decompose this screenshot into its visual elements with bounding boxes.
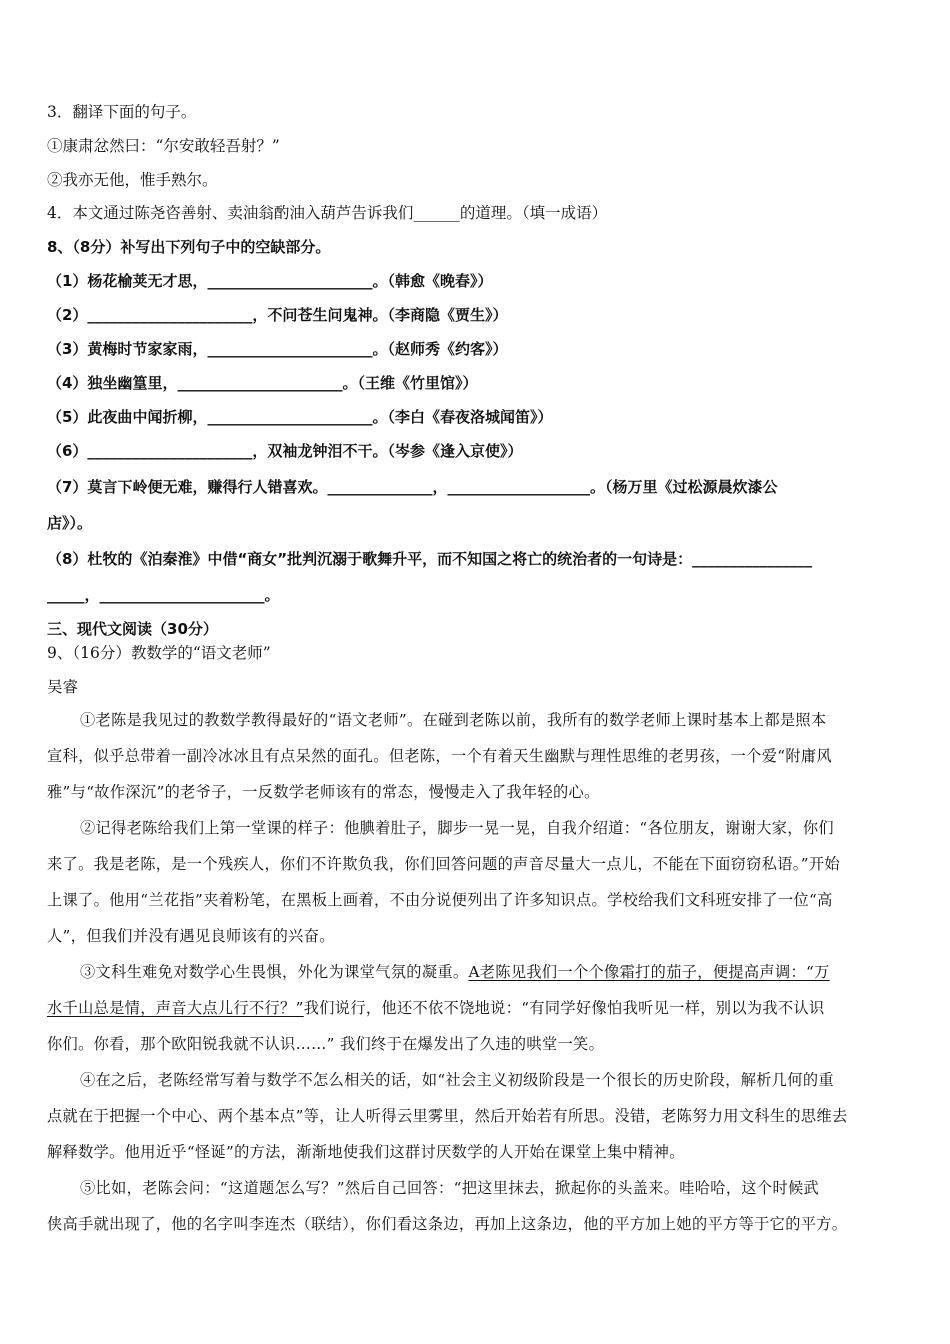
paragraph-3-text: ③文科生难免对数学心生畏惧，外化为课堂气氛的凝重。 xyxy=(80,963,469,981)
paragraph-4-line-3: 解释数学。他用近乎“怪诞”的方法，渐渐地使我们这群讨厌数学的人开始在课堂上集中精神。 xyxy=(47,1143,685,1161)
q8-item-6: （6）______________________，双袖龙钟泪不干。（岑参《逢入京使》） xyxy=(47,442,523,460)
q8-item-7-cont: 店》）。 xyxy=(47,514,93,532)
paragraph-3-line-3: 你们。你看，那个欧阳锐我就不认识……” 我们终于在爆发出了久违的哄堂一笑。 xyxy=(47,1035,605,1053)
paragraph-3-line-2 xyxy=(47,997,825,1019)
paragraph-5-line-1: ⑤比如，老陈会问：“这道题怎么写？”然后自己回答：“把这里抹去，掀起你的头盖来。哇哈哈，这个时候武 xyxy=(80,1179,820,1197)
q9-title: 9、（16分）教数学的“语文老师” xyxy=(47,644,271,662)
paragraph-3-text-cont: 我们说行，他还不依不饶地说：“有同学好像怕我听见一样，别以为我不认识 xyxy=(303,999,825,1017)
paragraph-1-line-1: ①老陈是我见过的教数学教得最好的“语文老师”。在碰到老陈以前，我所有的数学老师上课时基本上都是照本 xyxy=(80,711,827,729)
paragraph-5-line-2: 侠高手就出现了，他的名字叫李连杰（联结），你们看这条边，再加上这条边，他的平方加上她的平方等于它的平方。 xyxy=(47,1215,848,1233)
paragraph-3-underlined-b: 水千山总是情，声音大点儿行不行？” xyxy=(47,999,304,1017)
q9-author: 吴睿 xyxy=(47,678,79,696)
q8-item-3: （3）黄梅时节家家雨，______________________。（赵师秀《约客》） xyxy=(47,340,508,358)
q3-sentence-2: ②我亦无他，惟手熟尔。 xyxy=(47,171,218,189)
q8-item-4: （4）独坐幽篁里，______________________。（王维《竹里馆》） xyxy=(47,374,478,392)
paragraph-2-line-1: ②记得老陈给我们上第一堂课的样子：他腆着肚子，脚步一晃一晃，自我介绍道：“各位朋友，谢谢大家，你们 xyxy=(80,819,834,837)
paragraph-2-line-3: 上课了。他用“兰花指”夹着粉笔，在黑板上画着，不由分说便列出了许多知识点。学校给我们文科班安排了一位“高 xyxy=(47,891,833,909)
paragraph-2-line-4: 人”，但我们并没有遇见良师该有的兴奋。 xyxy=(47,927,335,945)
paragraph-4-line-2: 点就在于把握一个中心、两个基本点”等，让人听得云里雾里，然后开始若有所思。没错，老陈努力用文科生的思维去 xyxy=(47,1107,848,1125)
q8-item-7: （7）莫言下岭便无难，赚得行人错喜欢。______________，___________________。（杨万里《过松源晨炊漆公 xyxy=(47,478,778,496)
paragraph-1-line-3: 雅”与“故作深沉”的老爷子，一反数学老师该有的常态，慢慢走入了我年轻的心。 xyxy=(47,783,600,801)
q3-sentence-1: ①康肃忿然曰：“尔安敢轻吾射？” xyxy=(47,137,280,155)
q8-title: 8、（8分）补写出下列句子中的空缺部分。 xyxy=(47,238,331,256)
q8-item-1: （1）杨花榆荚无才思，______________________。（韩愈《晚春》） xyxy=(47,272,493,290)
paragraph-2-line-2: 来了。我是老陈，是一个残疾人，你们不许欺负我，你们回答问题的声音尽量大一点儿，不能在下面窃窃私语。”开始 xyxy=(47,855,840,873)
paragraph-4-line-1: ④在之后，老陈经常写着与数学不怎么相关的话，如“社会主义初级阶段是一个很长的历史阶段，解析几何的重 xyxy=(80,1071,834,1089)
q8-item-2: （2）______________________，不问苍生问鬼神。（李商隐《贾生》） xyxy=(47,306,508,324)
q3-title: 3．翻译下面的句子。 xyxy=(47,103,197,121)
paragraph-1-line-2: 宣科，似乎总带着一副冷冰冰且有点呆然的面孔。但老陈，一个有着天生幽默与理性思维的老男孩，一个爱“附庸风 xyxy=(47,747,832,765)
q8-item-8-cont: _____，______________________。 xyxy=(47,586,280,604)
q8-item-8: （8）杜牧的《泊秦淮》中借“商女”批判沉溺于歌舞升平，而不知国之将亡的统治者的一句诗是：________________ xyxy=(47,550,813,568)
q4-text: 4．本文通过陈尧咨善射、卖油翁酌油入葫芦告诉我们______的道理。（填一成语） xyxy=(47,204,608,222)
paragraph-3-underlined-a: A老陈见我们一个个像霜打的茄子，便提高声调：“万 xyxy=(468,963,830,981)
paragraph-3-line-1 xyxy=(80,961,830,983)
q8-item-5: （5）此夜曲中闻折柳，______________________。（李白《春夜洛城闻笛》） xyxy=(47,408,553,426)
section-3-heading: 三、现代文阅读（30分） xyxy=(47,620,218,638)
